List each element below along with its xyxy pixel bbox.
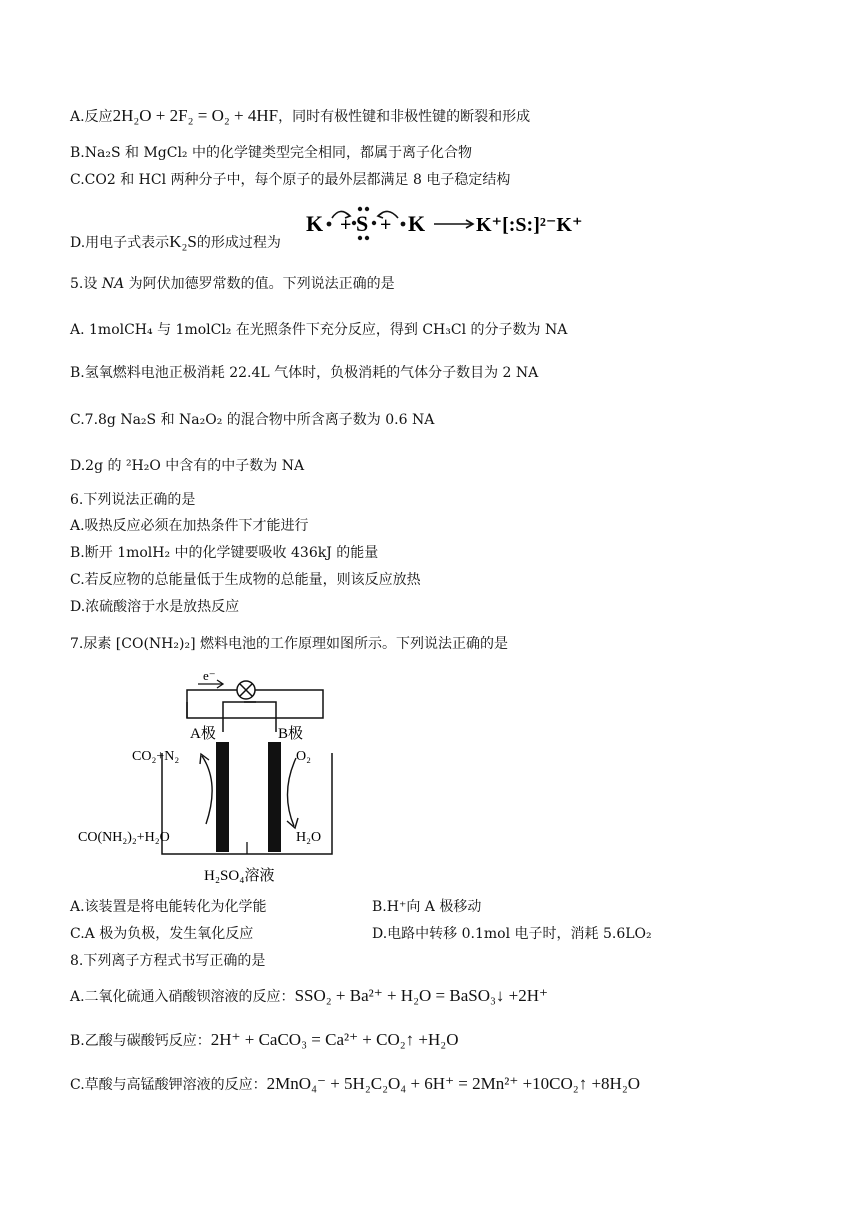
k2s-product: K⁺[:S:]²⁻K⁺	[476, 214, 583, 236]
q7-option-a: A.该装置是将电能转化为化学能	[70, 899, 267, 915]
k-right-symbol: K	[408, 211, 426, 236]
q8-a-equation: SSO₂ + Ba²⁺ + H₂O = BaSO₃↓ +2H⁺	[294, 986, 549, 1005]
electrode-a	[216, 742, 229, 852]
q5-option-a: A. 1molCH₄ 与 1molCl₂ 在光照条件下充分反应，得到 CH₃Cl 的分子数为 NA	[70, 322, 568, 338]
q4-d-suffix: 的形成过程为	[196, 235, 281, 251]
plus-sign-right: +	[380, 214, 392, 236]
q7-option-d: D.电路中转移 0.1mol 电子时，消耗 5.6LO₂	[372, 926, 652, 942]
q8-c-equation: 2MnO₄⁻ + 5H₂C₂O₄ + 6H⁺ = 2Mn²⁺ +10CO₂↑ +8H₂O	[266, 1074, 641, 1093]
q8-option-b	[70, 1030, 459, 1051]
q6-stem: 6.下列说法正确的是	[70, 492, 196, 508]
q4-a-prefix: A.反应	[70, 109, 113, 125]
plus-sign-left: +	[340, 214, 352, 236]
q7-stem: 7.尿素 [CO(NH₂)₂] 燃料电池的工作原理如图所示。下列说法正确的是	[70, 636, 508, 652]
q4-option-a	[70, 106, 530, 127]
k-left-symbol: K	[306, 211, 324, 236]
q7-option-c: C.A 极为负极，发生氧化反应	[70, 926, 254, 942]
q8-option-c	[70, 1074, 640, 1095]
q6-option-c: C.若反应物的总能量低于生成物的总能量，则该反应放热	[70, 572, 421, 588]
q8-b-equation: 2H⁺ + CaCO₃ = Ca²⁺ + CO₂↑ +H₂O	[210, 1030, 459, 1049]
q4-d-formula: K₂S	[169, 232, 197, 251]
label-urea-water: CO(NH₂)₂+H₂O	[78, 830, 170, 845]
q4-option-c: C.CO2 和 HCl 两种分子中，每个原子的最外层都满足 8 电子稳定结构	[70, 172, 511, 188]
q5-stem-na: NA	[101, 276, 125, 292]
q8-b-prefix: B.乙酸与碳酸钙反应：	[70, 1033, 211, 1049]
fuel-cell-figure	[70, 668, 350, 890]
q8-option-a	[70, 986, 548, 1007]
electron-label: e⁻	[203, 668, 216, 683]
electrode-a-label: A极	[190, 726, 216, 742]
q4-a-equation: 2H₂O + 2F₂ = O₂ + 4HF	[112, 106, 279, 125]
q6-option-b: B.断开 1molH₂ 中的化学键要吸收 436kJ 的能量	[70, 545, 379, 561]
label-o2: O₂	[296, 749, 311, 764]
s-symbol: S	[356, 211, 369, 236]
q5-option-d: D.2g 的 ²H₂O 中含有的中子数为 NA	[70, 458, 305, 474]
q4-d-prefix: D.用电子式表示	[70, 235, 170, 251]
q5-option-b: B.氢氧燃料电池正极消耗 22.4L 气体时，负极消耗的气体分子数目为 2 NA	[70, 365, 539, 381]
k2s-formation-diagram	[300, 200, 600, 250]
q8-stem: 8.下列离子方程式书写正确的是	[70, 953, 266, 969]
label-solution: H₂SO₄溶液	[204, 868, 275, 884]
q8-a-prefix: A.二氧化硫通入硝酸钡溶液的反应：	[70, 989, 295, 1005]
q8-c-prefix: C.草酸与高锰酸钾溶液的反应：	[70, 1077, 267, 1093]
q5-option-c: C.7.8g Na₂S 和 Na₂O₂ 的混合物中所含离子数为 0.6 NA	[70, 412, 435, 428]
q7-option-b: B.H⁺向 A 极移动	[372, 899, 482, 915]
electrode-b	[268, 742, 281, 852]
electrode-b-label: B极	[278, 726, 304, 742]
q5-stem	[70, 274, 395, 294]
q6-option-d: D.浓硫酸溶于水是放热反应	[70, 599, 240, 615]
label-h2o: H₂O	[296, 830, 322, 845]
q6-option-a: A.吸热反应必须在加热条件下才能进行	[70, 518, 309, 534]
q5-stem-suffix: 为阿伏加德罗常数的值。下列说法正确的是	[128, 276, 395, 292]
q4-option-d	[70, 232, 281, 253]
q5-stem-prefix: 5.设	[70, 276, 98, 292]
label-co2-n2: CO₂+N₂	[132, 749, 180, 764]
q4-option-b: B.Na₂S 和 MgCl₂ 中的化学键类型完全相同，都属于离子化合物	[70, 145, 472, 161]
q4-a-suffix: ，同时有极性键和非极性键的断裂和形成	[278, 109, 531, 125]
